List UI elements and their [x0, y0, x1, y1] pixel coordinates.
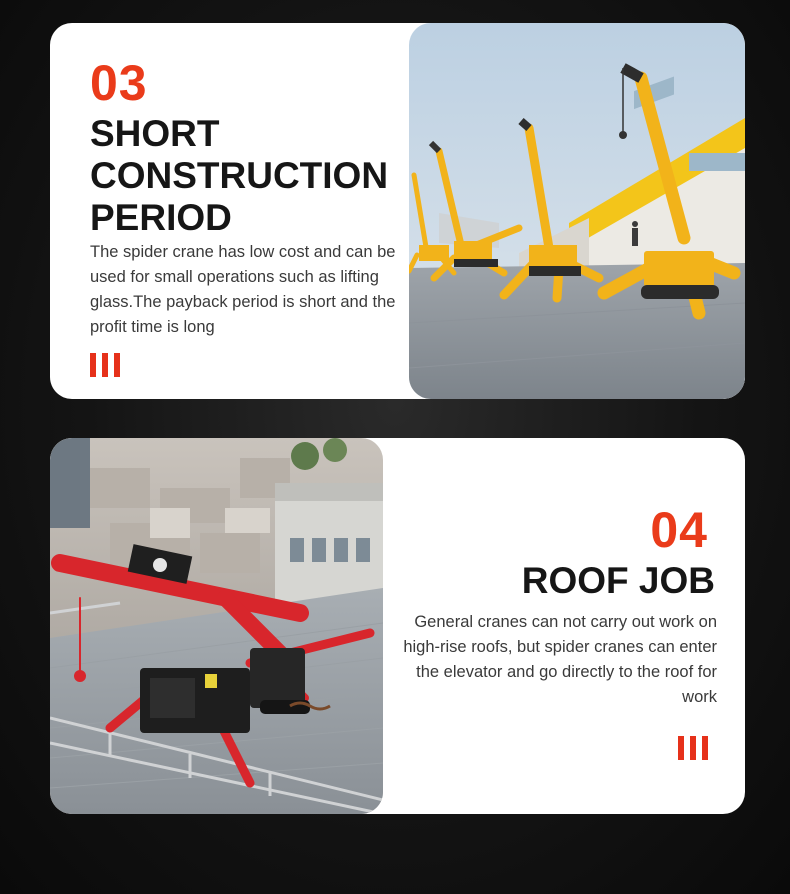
section-title — [522, 560, 715, 602]
section-number: 03 — [90, 55, 148, 111]
yellow-spider-cranes-photo — [409, 23, 745, 399]
feature-card-roof-job — [50, 438, 745, 814]
section-description: General cranes can not carry out work on high-rise roofs, but spider cranes can enter the elevator and go directly to the roof for work — [403, 613, 717, 706]
red-spider-crane-rooftop-photo — [50, 438, 383, 814]
section-description: The spider crane has low cost and can be used for small operations such as lifting glass.The payback period is short and the profit time is long — [90, 243, 396, 336]
feature-card-short-construction — [50, 23, 745, 399]
section-number: 04 — [650, 502, 708, 558]
title-line: CONSTRUCTION — [90, 155, 389, 196]
accent-bars — [678, 736, 708, 760]
title-line: SHORT — [90, 113, 220, 154]
title-line: ROOF JOB — [521, 560, 715, 601]
title-line: PERIOD — [90, 197, 232, 238]
section-title — [90, 113, 420, 239]
accent-bars — [90, 353, 120, 377]
